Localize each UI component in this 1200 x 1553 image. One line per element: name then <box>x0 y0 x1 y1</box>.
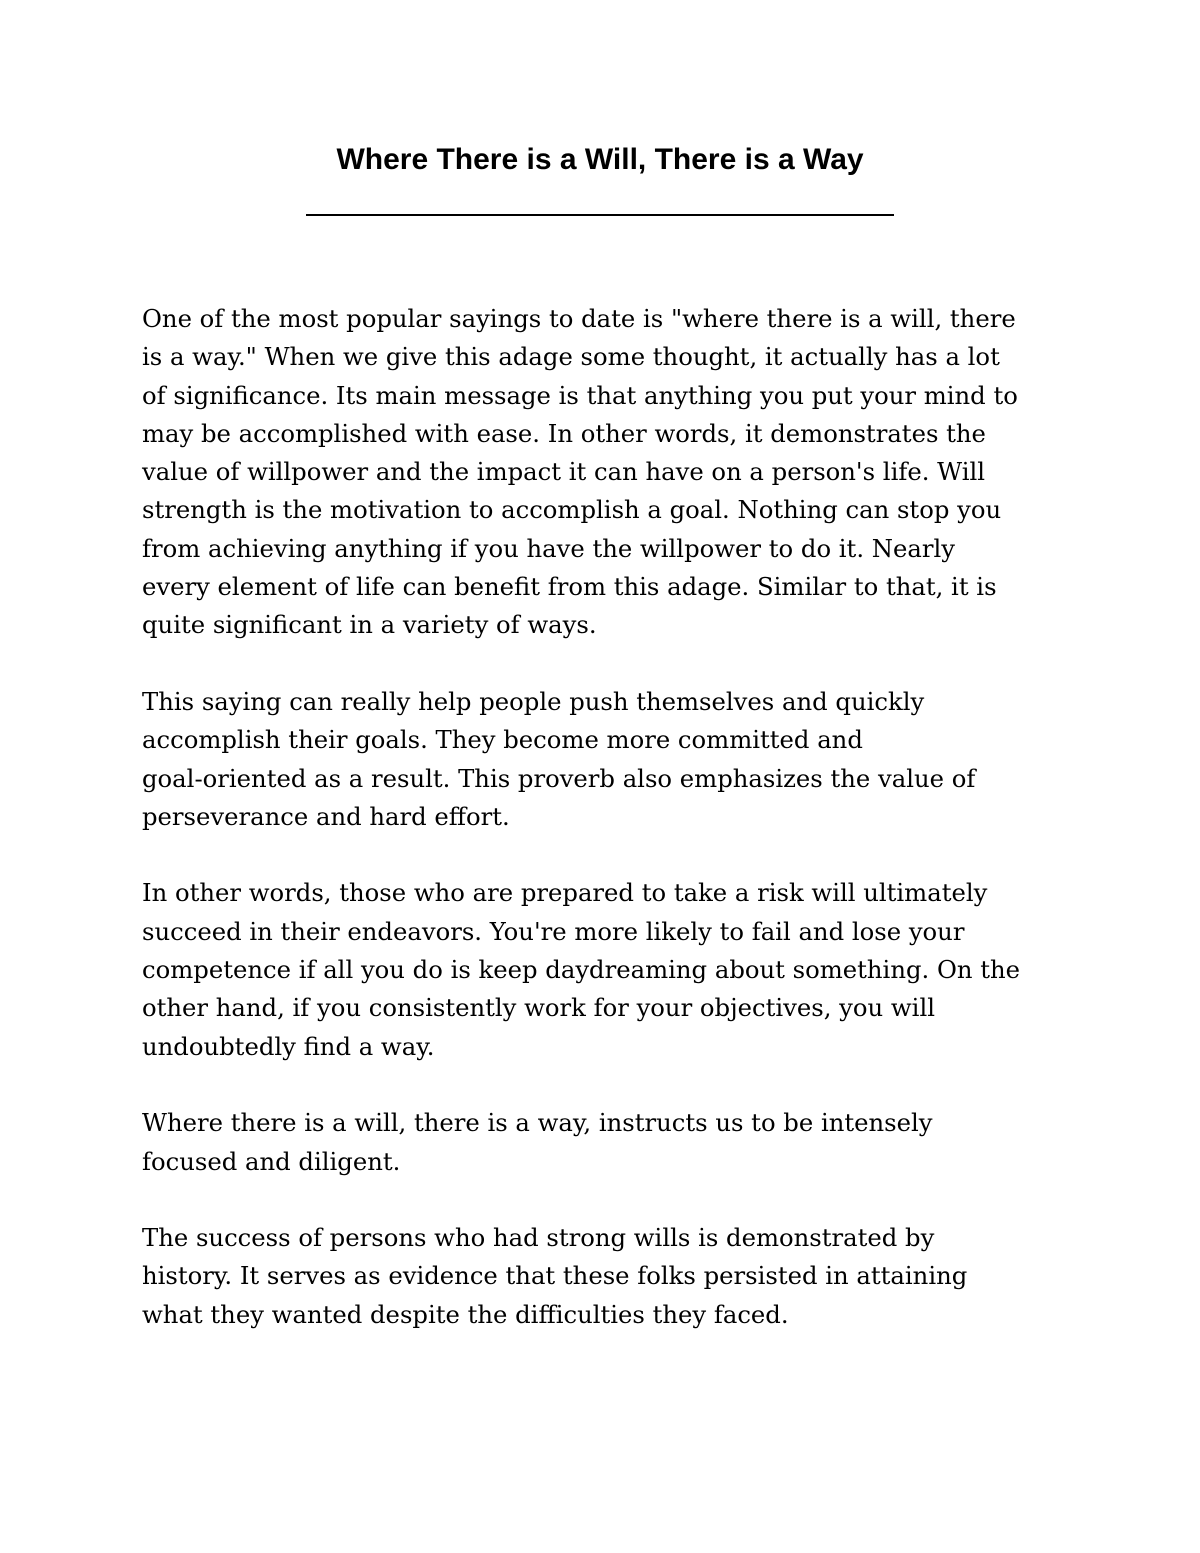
document-title: Where There is a Will, There is a Way <box>336 143 864 176</box>
paragraph-3: In other words, those who are prepared to take a risk will ultimately succeed in their endeavors. You're more likely to fail and lose your competence if all you do is keep daydreaming about something. On the other hand, if you consistently work for your objectives, you will undoubtedly find a way. <box>142 878 1021 1061</box>
paragraph-2: This saying can really help people push themselves and quickly accomplish their goals. They become more committed and goal-oriented as a result. This proverb also emphasizes the value of perseverance and hard effort. <box>142 686 976 831</box>
paragraph-5: The success of persons who had strong wills is demonstrated by history. It serves as evidence that these folks persisted in attaining what they wanted despite the difficulties they faced. <box>142 1223 968 1329</box>
paragraph-4: Where there is a will, there is a way, instructs us to be intensely focused and diligent. <box>142 1108 933 1176</box>
title-underline-divider <box>306 214 894 216</box>
paragraph-1: One of the most popular sayings to date is "where there is a will, there is a way." When we give this adage some thought, it actually has a lot of significance. Its main message is that anything you put your mind to may be accomplished with ease. In other words, it demonstrates the value of willpower and the impact it can have on a person's life. Will strength is the motivation to accomplish a goal. Nothing can stop you from achieving anything if you have the willpower to do it. Nearly every element of life can benefit from this adage. Similar to that, it is quite significant in a variety of ways. <box>142 304 1018 640</box>
document-body <box>142 300 1072 1372</box>
